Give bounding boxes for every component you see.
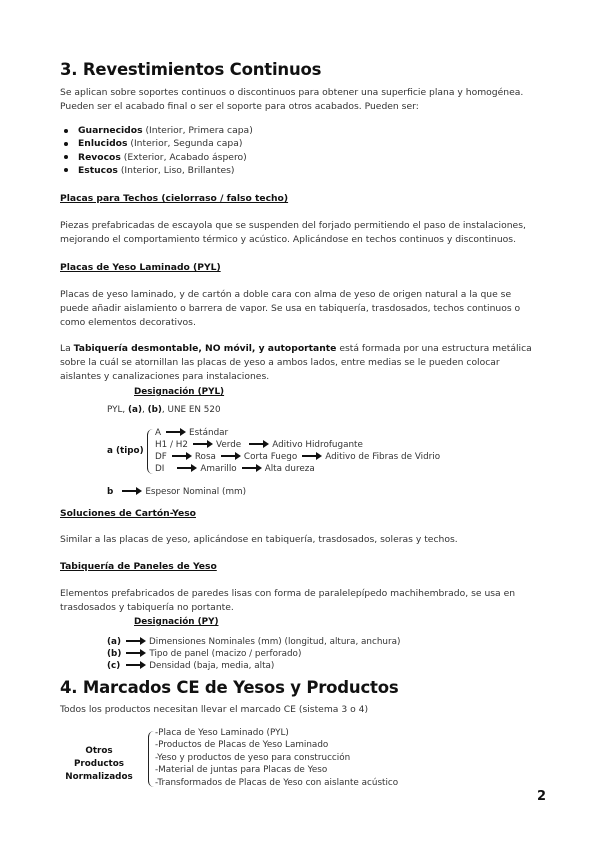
otros-productos-brace bbox=[148, 731, 155, 787]
a-tipo-row: DI Amarillo Alta dureza bbox=[155, 464, 315, 474]
py-designation-title: Designación (PY) bbox=[134, 617, 219, 627]
list-item: -Productos de Placas de Yeso Laminado bbox=[155, 740, 329, 751]
a-tipo-row: A Estándar bbox=[155, 428, 229, 438]
carton-yeso-heading: Soluciones de Cartón-Yeso bbox=[60, 508, 196, 519]
py-designation-row: (b) Tipo de panel (macizo / perforado) bbox=[107, 649, 302, 659]
pyl-heading: Placas de Yeso Laminado (PYL) bbox=[60, 262, 221, 273]
list-item: -Placa de Yeso Laminado (PYL) bbox=[155, 728, 289, 738]
arrow-icon bbox=[242, 467, 260, 469]
list-item: -Material de juntas para Placas de Yeso bbox=[155, 765, 328, 776]
section-3-title: 3. Revestimientos Continuos bbox=[60, 60, 322, 79]
a-tipo-brace bbox=[147, 429, 154, 474]
arrow-icon bbox=[193, 443, 211, 445]
arrow-icon bbox=[302, 455, 320, 457]
arrow-icon bbox=[221, 455, 239, 457]
section-4-title: 4. Marcados CE de Yesos y Productos bbox=[60, 678, 399, 697]
arrow-icon bbox=[122, 490, 140, 492]
arrow-icon bbox=[249, 443, 267, 445]
py-designation-row: (c) Densidad (baja, media, alta) bbox=[107, 661, 275, 671]
list-item: Estucos (Interior, Liso, Brillantes) bbox=[60, 164, 460, 177]
tabiqueria-text: La Tabiquería desmontable, NO móvil, y autoportante está formada por una estructura metálica sobre la cuál se atornillan las placas de yeso a ambos lados, entre medias se le pueden colocar aislantes y canalizaciones para instalaciones. bbox=[60, 343, 532, 382]
arrow-icon bbox=[126, 640, 144, 642]
a-tipo-label: a (tipo) bbox=[107, 446, 144, 456]
list-item: Guarnecidos (Interior, Primera capa) bbox=[60, 124, 460, 137]
placas-techos-text: Piezas prefabricadas de escayola que se suspenden del forjado permitiendo el paso de instalaciones, mejorando el comportamiento térmico y acústico. Aplicándose en techos continuos y discontinuos. bbox=[60, 220, 526, 245]
a-tipo-row: H1 / H2 Verde Aditivo Hidrofugante bbox=[155, 440, 363, 450]
arrow-icon bbox=[166, 431, 184, 433]
a-tipo-row: DF Rosa Corta Fuego Aditivo de Fibras de Vidrio bbox=[155, 452, 441, 462]
arrow-icon bbox=[172, 455, 190, 457]
list-item: Enlucidos (Interior, Segunda capa) bbox=[60, 137, 460, 150]
page-number: 2 bbox=[537, 789, 547, 804]
list-item: -Yeso y productos de yeso para construcción bbox=[155, 752, 351, 763]
carton-yeso-text: Similar a las placas de yeso, aplicándose en tabiquería, trasdosados, soleras y techos. bbox=[60, 534, 458, 545]
paneles-heading: Tabiquería de Paneles de Yeso bbox=[60, 561, 217, 572]
list-item: -Transformados de Placas de Yeso con aislante acústico bbox=[155, 777, 399, 788]
arrow-icon bbox=[126, 652, 144, 654]
paneles-text: Elementos prefabricados de paredes lisas con forma de paralelepípedo machihembrado, se usa en trasdosados y tabiquería no portante. bbox=[60, 588, 516, 613]
arrow-icon bbox=[126, 664, 144, 666]
arrow-icon bbox=[177, 467, 195, 469]
section-4-intro: Todos los productos necesitan llevar el marcado CE (sistema 3 o 4) bbox=[60, 704, 369, 715]
coating-list bbox=[60, 124, 460, 177]
pyl-text: Placas de yeso laminado, y de cartón a doble cara con alma de yeso de origen natural a la que se puede añadir aislamiento o barrera de vapor. Se usa en tabiquería, trasdosados, techos continuos o como elementos decorativos. bbox=[60, 289, 521, 328]
list-item: Revocos (Exterior, Acabado áspero) bbox=[60, 151, 460, 164]
otros-productos-list bbox=[155, 727, 398, 789]
placas-techos-heading: Placas para Techos (cielorraso / falso techo) bbox=[60, 193, 289, 204]
section-3-intro: Se aplican sobre soportes continuos o discontinuos para obtener una superficie plana y homogénea. Pueden ser el acabado final o ser el soporte para otros acabados. Pueden ser: bbox=[60, 87, 524, 112]
pyl-designation-formula: PYL, (a), (b), UNE EN 520 bbox=[107, 405, 221, 415]
py-designation-row: (a) Dimensiones Nominales (mm) (longitud, altura, anchura) bbox=[107, 637, 401, 647]
b-row: b Espesor Nominal (mm) bbox=[107, 487, 247, 497]
pyl-designation-title: Designación (PYL) bbox=[134, 387, 225, 397]
otros-productos-label: Otros Productos Normalizados bbox=[65, 746, 133, 782]
